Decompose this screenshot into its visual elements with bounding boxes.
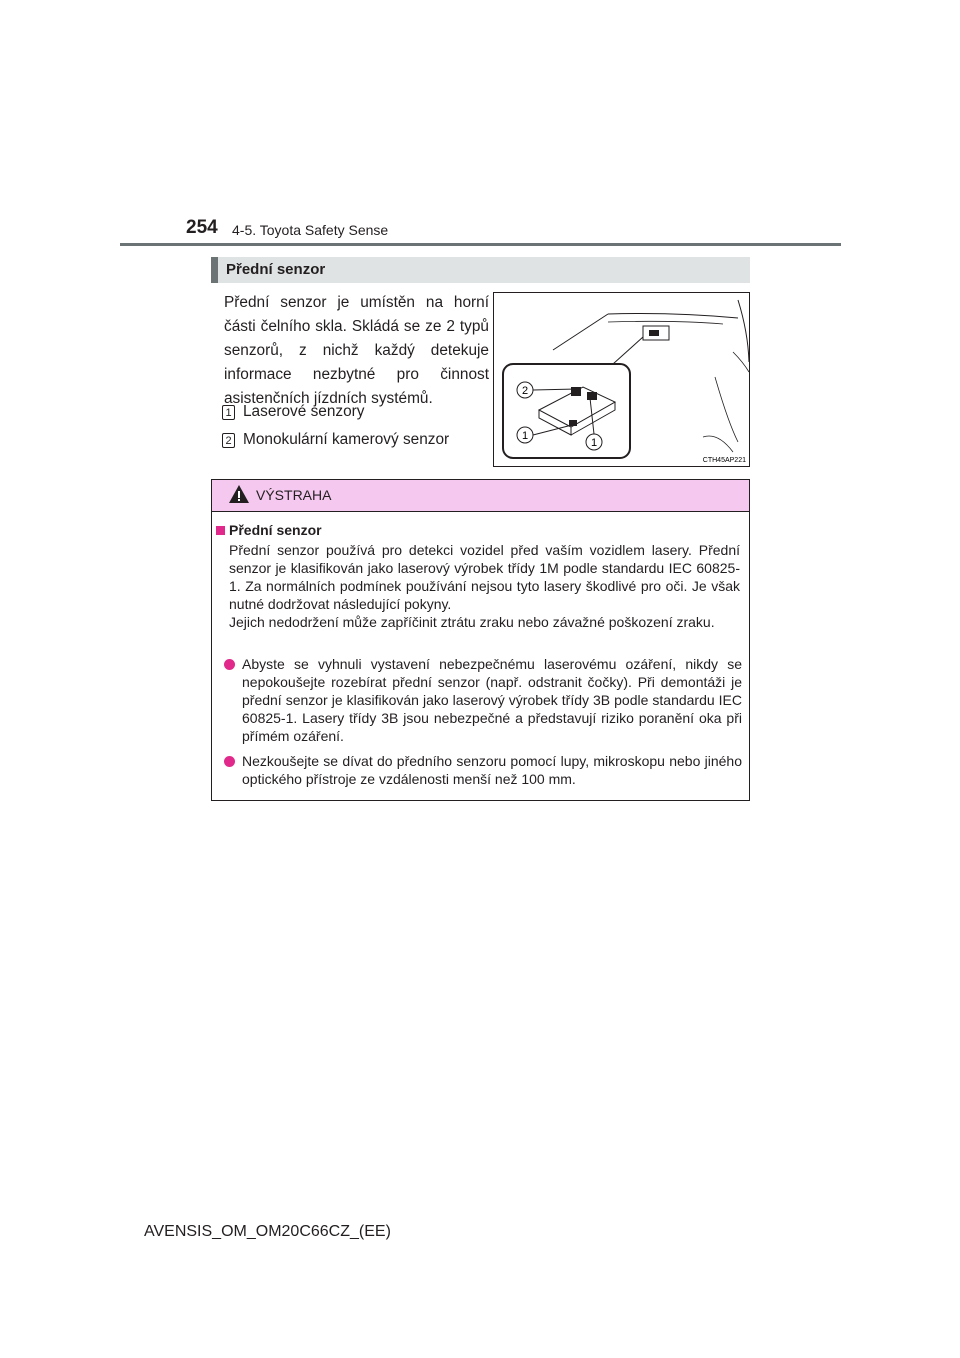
list-item-1 bbox=[222, 403, 364, 421]
warning-paragraph-1: Přední senzor používá pro detekci vozidel před vaším vozidlem lasery. Přední senzor je klasifikován jako laserový výrobek třídy 1M podle standardu IEC 60825-1. Za normálních podmínek používání nejsou tyto lasery škodlivé pro oči. Je však nutné dodržovat následující pokyny. bbox=[229, 542, 740, 612]
warning-box bbox=[211, 479, 750, 801]
section-intro: Přední senzor je umístěn na horní části čelního skla. Skládá se ze 2 typů senzorů, z nichž každý detekuje informace nezbytné pro činnost asistenčních jízdních systémů. bbox=[224, 294, 489, 407]
callout-1-right-label: 1 bbox=[590, 437, 598, 449]
callout-2-label: 2 bbox=[521, 385, 529, 397]
item-label: Monokulární kamerový senzor bbox=[243, 431, 450, 448]
callout-1-left-label: 1 bbox=[521, 430, 529, 442]
square-bullet-icon bbox=[216, 526, 225, 535]
section-heading bbox=[211, 257, 750, 283]
item-label: Laserové senzory bbox=[243, 403, 365, 420]
section-title: Přední senzor bbox=[226, 261, 326, 278]
warning-bullet-2 bbox=[224, 752, 742, 788]
warning-bullet-text: Abyste se vyhnuli vystavení nebezpečnému laserovému ozáření, nikdy se nepokoušejte rozebírat přední senzor (např. odstranit čočky). Při demontáži je přední senzor je klasifikován jako laserový výrobek třídy 3B podle standardu IEC 60825-1. Lasery třídy 3B jsou nebezpečné a představují riziko poranění oka při přímém ozáření. bbox=[242, 656, 742, 744]
round-bullet-icon bbox=[224, 756, 235, 767]
warning-bullet-1 bbox=[224, 655, 742, 745]
item-number-badge: 2 bbox=[222, 433, 235, 448]
warning-title-text: Přední senzor bbox=[229, 522, 322, 538]
header-rule bbox=[120, 243, 841, 246]
illustration-code: CTH45AP221 bbox=[702, 457, 746, 464]
front-sensor-illustration bbox=[493, 292, 750, 467]
warning-triangle-icon bbox=[228, 484, 250, 504]
page-number: 254 bbox=[186, 217, 218, 238]
warning-bullet-text: Nezkoušejte se dívat do předního senzoru pomocí lupy, mikroskopu nebo jiného optického přístroje ze vzdálenosti menší než 100 mm. bbox=[242, 753, 742, 787]
warning-heading: VÝSTRAHA bbox=[256, 487, 332, 503]
warning-header bbox=[212, 480, 749, 512]
list-item-2 bbox=[222, 431, 449, 449]
round-bullet-icon bbox=[224, 659, 235, 670]
footer-model-code: AVENSIS_OM_OM20C66CZ_(EE) bbox=[144, 1223, 391, 1240]
chapter-title: 4-5. Toyota Safety Sense bbox=[232, 222, 389, 238]
item-number-badge: 1 bbox=[222, 405, 235, 420]
warning-paragraph-2: Jejich nedodržení může zapříčinit ztrátu zraku nebo závažné poškození zraku. bbox=[229, 614, 715, 630]
warning-title bbox=[216, 522, 322, 538]
